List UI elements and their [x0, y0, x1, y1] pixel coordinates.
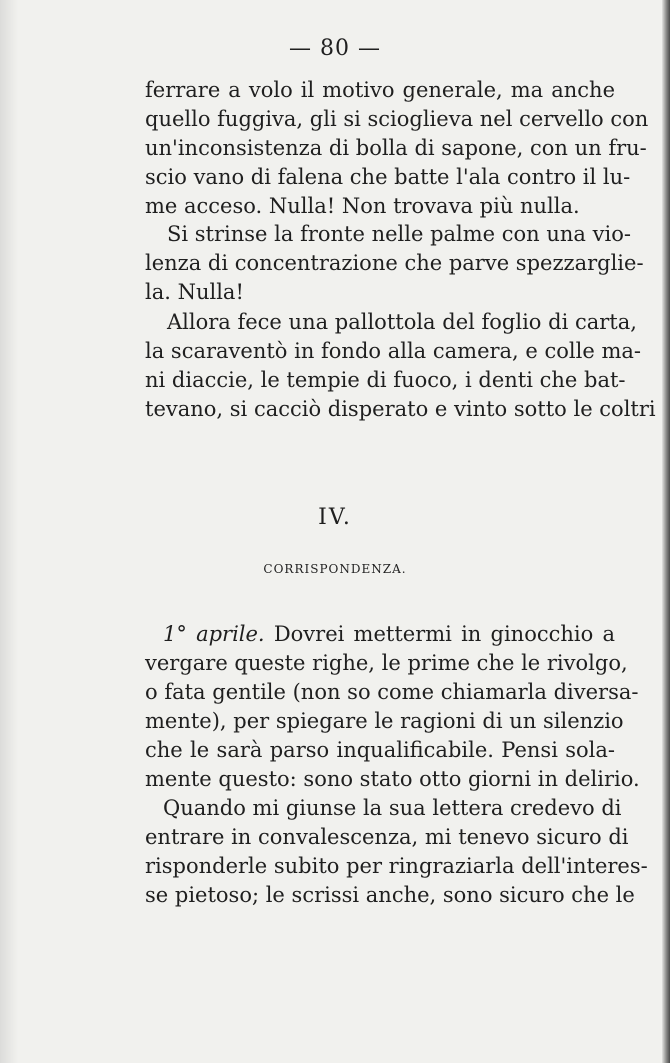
text-line: ferrare a volo il motivo generale, ma anche [145, 78, 615, 102]
page-number: — 80 — [289, 36, 381, 61]
text-line: tevano, si cacciò disperato e vinto sotto le coltri [145, 397, 656, 421]
text-line-first [145, 620, 615, 649]
text-line: Quando mi giunse la sua lettera credevo di [163, 796, 622, 820]
text-line: un'inconsistenza di bolla di sapone, con un fru- [145, 136, 647, 160]
paragraph-1 [145, 76, 649, 221]
text-line: la. Nulla! [145, 280, 244, 304]
page-right-edge [662, 0, 670, 1063]
text-segment: Dovrei mettermi in ginocchio a [264, 622, 615, 646]
text-line: o fata gentile (non so come chiamarla diversa- [145, 680, 639, 704]
paragraph-5 [145, 794, 648, 910]
text-line: scio vano di falena che batte l'ala contro il lu- [145, 165, 631, 189]
chapter-title: CORRISPONDENZA. [263, 562, 407, 576]
text-line: entrare in convalescenza, mi tenevo sicuro di [145, 825, 629, 849]
page-left-shadow [0, 0, 18, 1063]
text-line: che le sarà parso inqualificabile. Pensi sola- [145, 738, 615, 762]
text-line: se pietoso; le scrissi anche, sono sicuro che le [145, 883, 635, 907]
paragraph-2 [145, 220, 644, 307]
text-line: ni diaccie, le tempie di fuoco, i denti che bat- [145, 368, 626, 392]
text-line: quello fuggiva, gli si scioglieva nel cervello con [145, 107, 649, 131]
text-line: lenza di concentrazione che parve spezzarglie- [145, 251, 644, 275]
text-line: vergare queste righe, le prime che le rivolgo, [145, 651, 628, 675]
text-line: mente questo: sono stato otto giorni in delirio. [145, 767, 640, 791]
text-line: risponderle subito per ringraziarla dell'interes- [145, 854, 648, 878]
text-line: mente), per spiegare le ragioni di un silenzio [145, 709, 624, 733]
letter-date: 1° aprile. [163, 622, 265, 646]
text-line: la scaraventò in fondo alla camera, e colle ma- [145, 339, 641, 363]
text-line: Si strinse la fronte nelle palme con una vio- [167, 222, 631, 246]
chapter-number: IV. [318, 505, 352, 530]
paragraph-4 [145, 620, 640, 794]
text-line: me acceso. Nulla! Non trovava più nulla. [145, 194, 580, 218]
paragraph-3 [145, 308, 656, 424]
text-line: Allora fece una pallottola del foglio di carta, [167, 310, 637, 334]
